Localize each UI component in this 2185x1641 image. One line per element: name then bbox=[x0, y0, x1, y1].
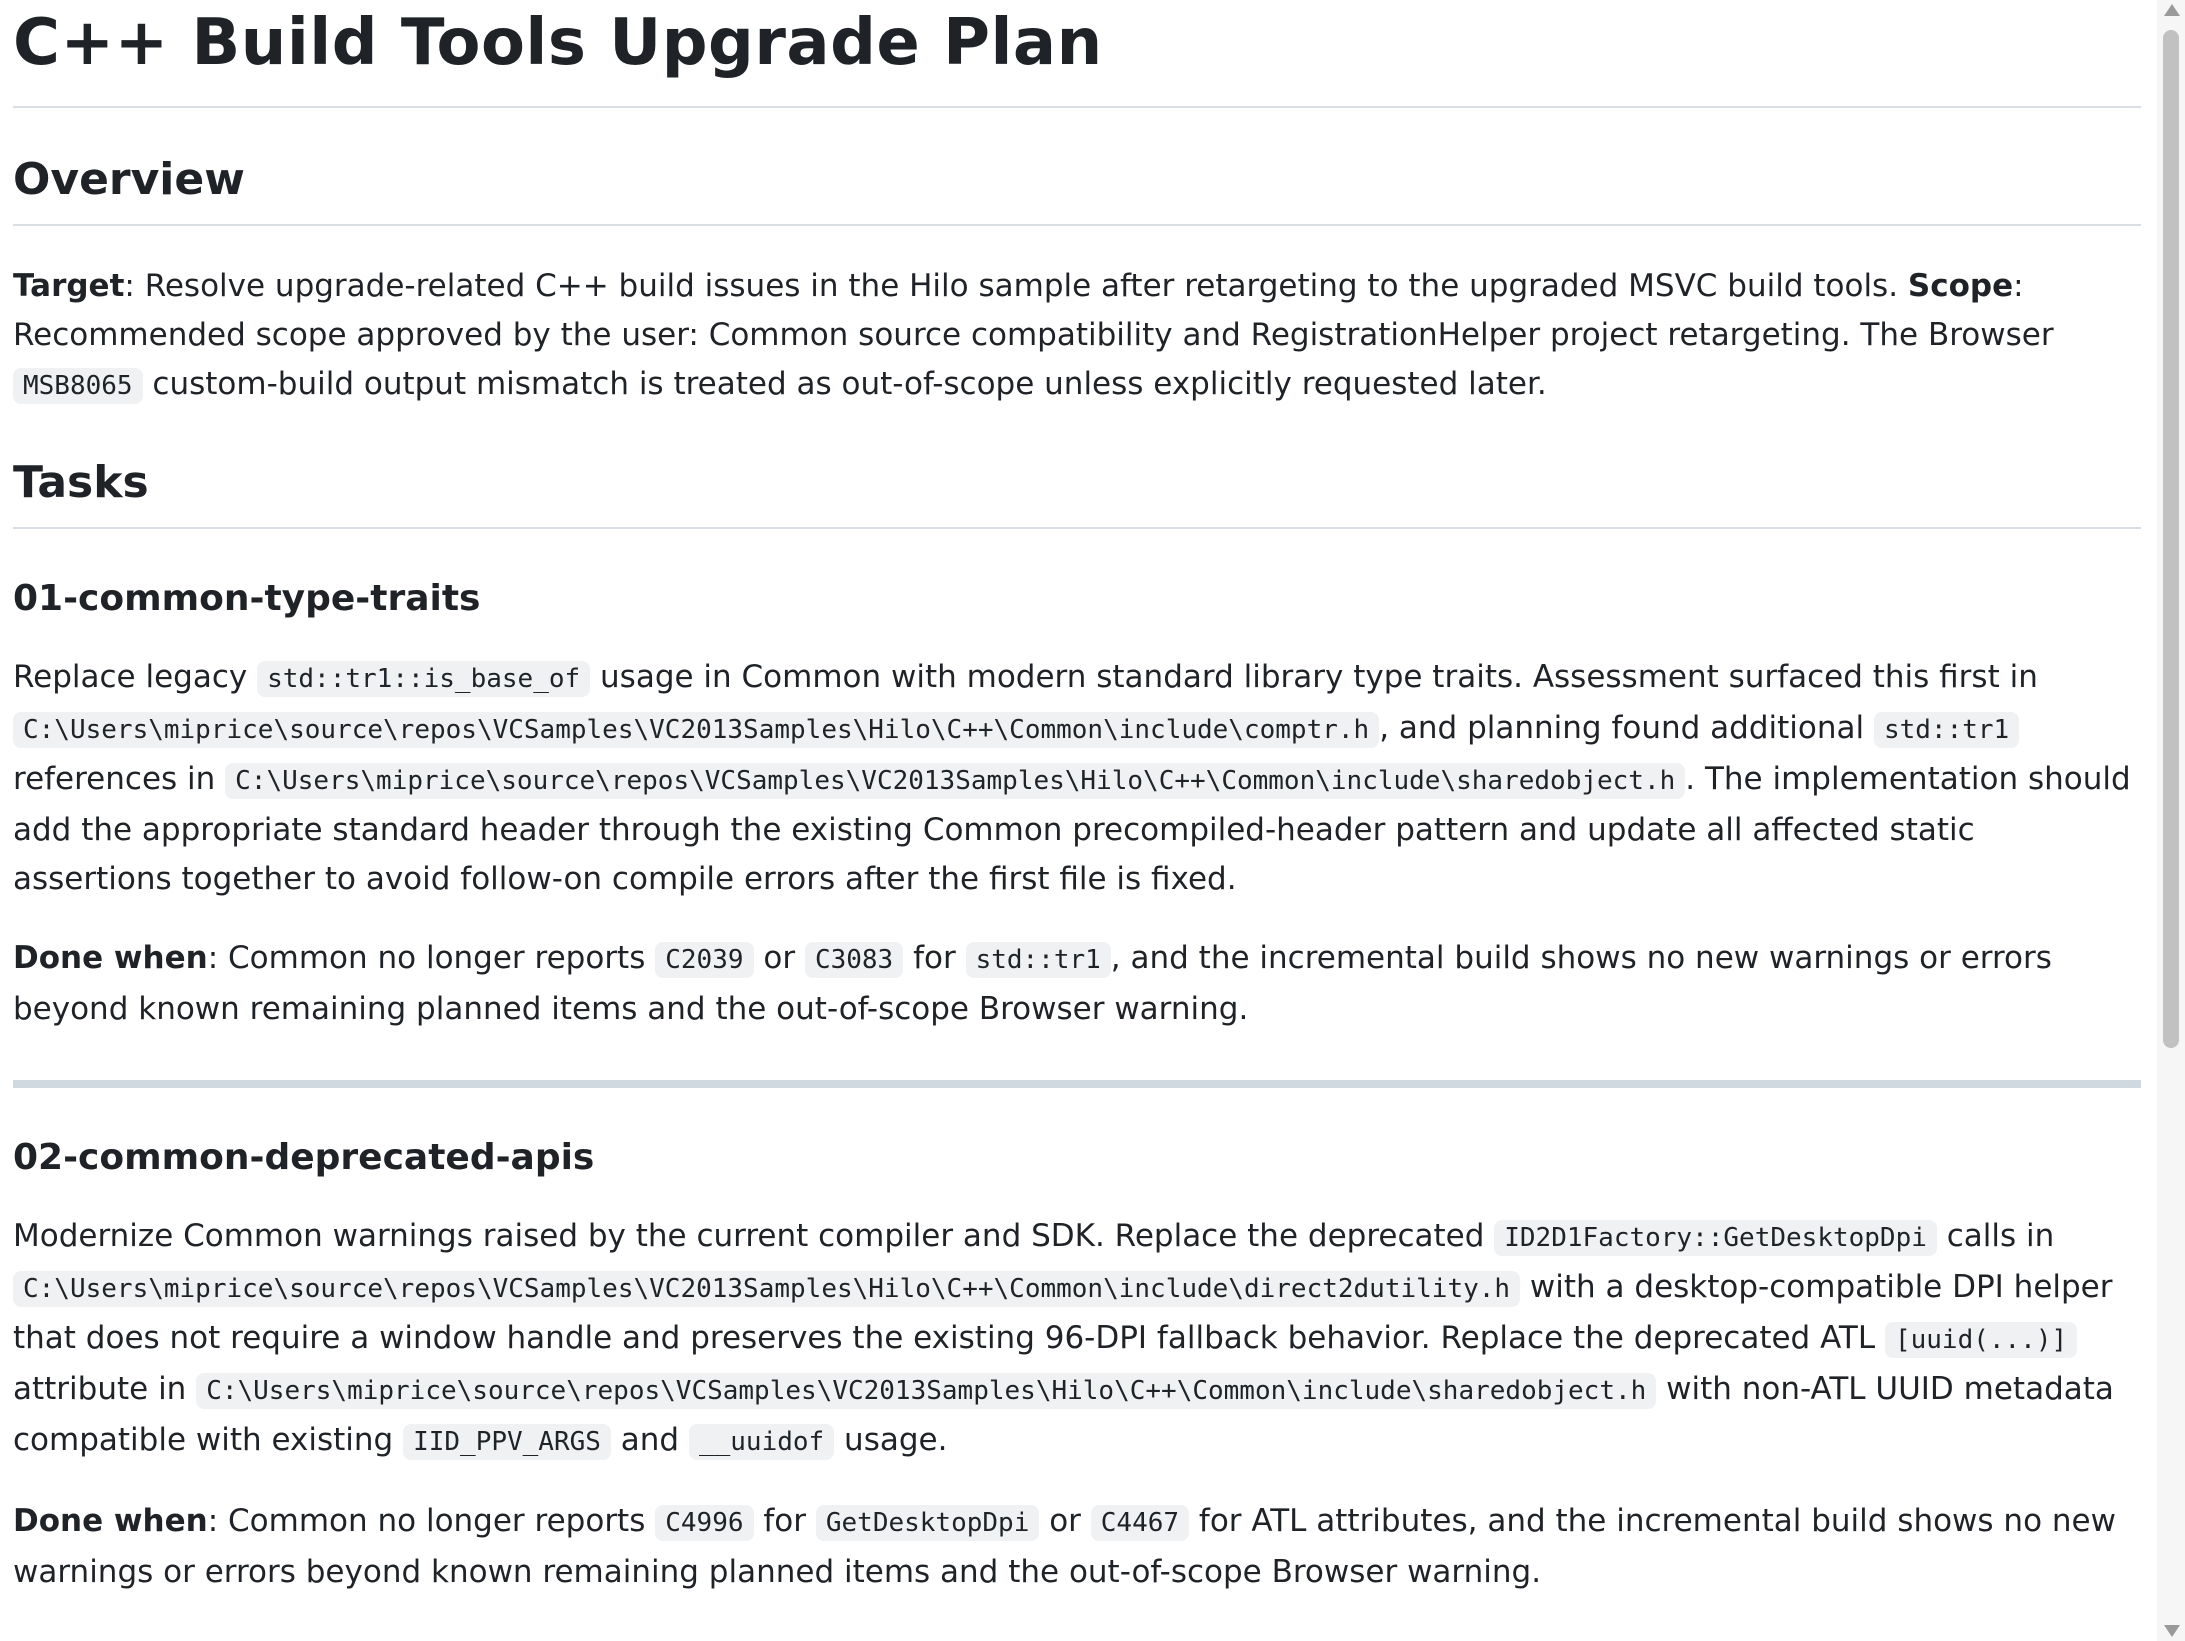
text-run: with non-ATL UUID metadata compatible with existing bbox=[13, 1371, 2114, 1458]
target-text: : Resolve upgrade-related C++ build issues in the Hilo sample after retargeting to the upgraded MSVC build tools. bbox=[124, 268, 1908, 304]
file-path-code: C:\Users\miprice\source\repos\VCSamples\VC2013Samples\Hilo\C++\Common\include\sharedobject.h bbox=[196, 1373, 1656, 1409]
text-run: references in bbox=[13, 761, 226, 797]
vertical-scrollbar[interactable] bbox=[2157, 0, 2185, 1641]
file-path-code: C:\Users\miprice\source\repos\VCSamples\VC2013Samples\Hilo\C++\Common\include\direct2dutility.h bbox=[13, 1271, 1520, 1307]
inline-code: C4996 bbox=[655, 1505, 753, 1541]
inline-code: std::tr1 bbox=[966, 942, 1111, 978]
inline-code: GetDesktopDpi bbox=[816, 1505, 1040, 1541]
inline-code: [uuid(...)] bbox=[1885, 1322, 2077, 1358]
overview-paragraph bbox=[13, 262, 2141, 411]
inline-code: __uuidof bbox=[689, 1424, 834, 1460]
inline-code: C3083 bbox=[805, 942, 903, 978]
task-title-1: 01-common-type-traits bbox=[13, 578, 481, 619]
text-run: or bbox=[753, 940, 805, 976]
done-when-label: Done when bbox=[13, 940, 208, 976]
scope-text: : Recommended scope approved by the user: Common source compatibility and RegistrationHelper project retargeting. The Browser bbox=[13, 268, 2054, 353]
inline-code: ID2D1Factory::GetDesktopDpi bbox=[1494, 1220, 1937, 1256]
document-content bbox=[13, 0, 2141, 1641]
tasks-heading: Tasks bbox=[13, 453, 2141, 529]
text-run: for bbox=[903, 940, 966, 976]
scope-label: Scope bbox=[1907, 268, 2014, 304]
file-path-code: C:\Users\miprice\source\repos\VCSamples\VC2013Samples\Hilo\C++\Common\include\sharedobject.h bbox=[225, 763, 1685, 799]
task-2-description bbox=[13, 1212, 2141, 1467]
target-label: Target bbox=[13, 268, 125, 304]
text-run: attribute in bbox=[13, 1371, 197, 1407]
text-run: , and planning found additional bbox=[1379, 710, 1874, 746]
text-run: , and the incremental build shows no new warnings or errors beyond known remaining planned items and the out-of-scope Browser warning. bbox=[13, 940, 2052, 1027]
text-run: usage. bbox=[834, 1422, 948, 1458]
task-separator bbox=[13, 1080, 2141, 1088]
task-1-done-when bbox=[13, 934, 2141, 1034]
scroll-thumb[interactable] bbox=[2163, 30, 2179, 1048]
text-run: for ATL attributes, and the incremental build shows no new warnings or errors beyond known remaining planned items and the out-of-scope Browser warning. bbox=[13, 1503, 2116, 1590]
text-run: usage in Common with modern standard library type traits. Assessment surfaced this first in bbox=[590, 659, 2038, 695]
text-run: calls in bbox=[1936, 1218, 2055, 1254]
inline-code: C2039 bbox=[655, 942, 753, 978]
inline-code: MSB8065 bbox=[13, 368, 143, 404]
inline-code: C4467 bbox=[1091, 1505, 1189, 1541]
text-run: . The implementation should add the appropriate standard header through the existing Common precompiled-header pattern and update all affected static assertions together to avoid follow-on compile errors after the first file is fixed. bbox=[13, 761, 2131, 897]
inline-code: std::tr1 bbox=[1874, 712, 2019, 748]
task-1-description bbox=[13, 653, 2141, 904]
text-run: and bbox=[610, 1422, 689, 1458]
file-path-code: C:\Users\miprice\source\repos\VCSamples\VC2013Samples\Hilo\C++\Common\include\comptr.h bbox=[13, 712, 1379, 748]
text-run: Modernize Common warnings raised by the current compiler and SDK. Replace the deprecated bbox=[13, 1218, 1495, 1254]
task-2-done-when bbox=[13, 1497, 2141, 1597]
inline-code: std::tr1::is_base_of bbox=[257, 661, 590, 697]
scroll-down-arrow-icon[interactable] bbox=[2164, 1625, 2180, 1637]
task-title-2: 02-common-deprecated-apis bbox=[13, 1137, 595, 1178]
text-run: or bbox=[1039, 1503, 1091, 1539]
text-run: Replace legacy bbox=[13, 659, 258, 695]
text-run: : Common no longer reports bbox=[207, 1503, 656, 1539]
done-when-label: Done when bbox=[13, 1503, 208, 1539]
page-title: C++ Build Tools Upgrade Plan bbox=[13, 0, 2141, 108]
text-run: with a desktop-compatible DPI helper that does not require a window handle and preserves the existing 96-DPI fallback behavior. Replace the deprecated ATL bbox=[13, 1269, 2113, 1356]
scroll-up-arrow-icon[interactable] bbox=[2164, 4, 2180, 16]
text-run: : Common no longer reports bbox=[207, 940, 656, 976]
scope-text-2: custom-build output mismatch is treated as out-of-scope unless explicitly requested later. bbox=[142, 366, 1547, 402]
inline-code: IID_PPV_ARGS bbox=[403, 1424, 611, 1460]
text-run: for bbox=[753, 1503, 816, 1539]
overview-heading: Overview bbox=[13, 150, 2141, 226]
